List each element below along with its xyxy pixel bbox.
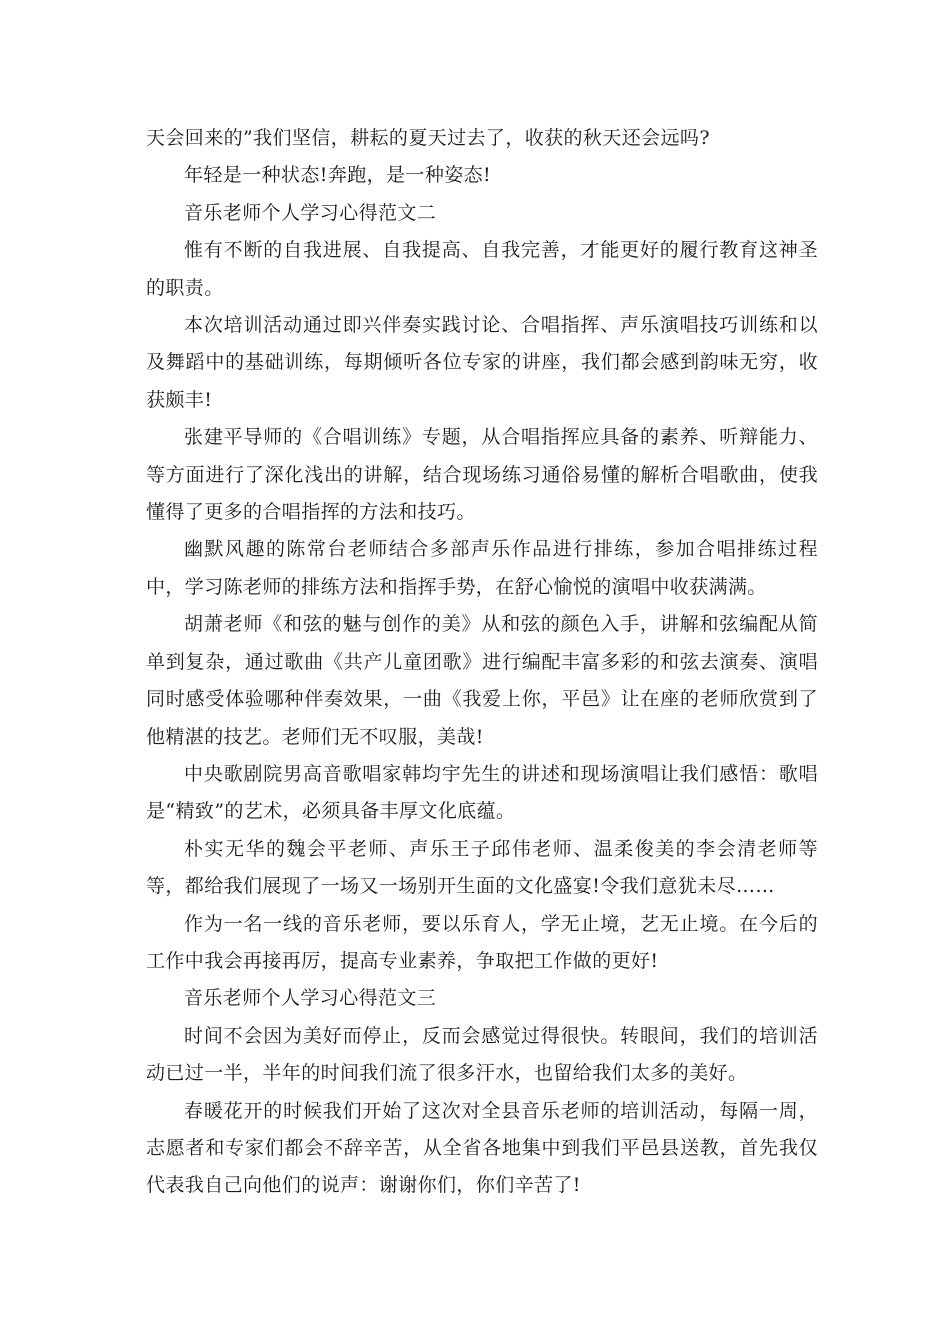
section-heading: 音乐老师个人学习心得范文二 [184, 201, 437, 224]
paragraph: 中央歌剧院男高音歌唱家韩均宇先生的讲述和现场演唱让我们感悟：歌唱是“精致”的艺术，必须具备丰厚文化底蕴。 [146, 762, 818, 823]
paragraph: 春暖花开的时候我们开始了这次对全县音乐老师的培训活动，每隔一周，志愿者和专家们都会不辞辛苦，从全省各地集中到我们平邑县送教，首先我仅代表我自己向他们的说声：谢谢你们，你们辛苦了! [146, 1099, 818, 1197]
section-heading: 音乐老师个人学习心得范文三 [184, 987, 437, 1010]
paragraph: 幽默风趣的陈常台老师结合多部声乐作品进行排练，参加合唱排练过程中，学习陈老师的排练方法和指挥手势，在舒心愉悦的演唱中收获满满。 [146, 538, 818, 598]
paragraph: 作为一名一线的音乐老师，要以乐育人，学无止境，艺无止境。在今后的工作中我会再接再厉，提高专业素养，争取把工作做的更好! [146, 912, 818, 972]
paragraph: 年轻是一种状态!奔跑，是一种姿态! [184, 164, 492, 187]
paragraph: 惟有不断的自我进展、自我提高、自我完善，才能更好的履行教育这神圣的职责。 [146, 239, 818, 299]
paragraph: 天会回来的”我们坚信，耕耘的夏天过去了，收获的秋天还会远吗? [146, 127, 710, 149]
paragraph: 本次培训活动通过即兴伴奏实践讨论、合唱指挥、声乐演唱技巧训练和以及舞蹈中的基础训练，每期倾听各位专家的讲座，我们都会感到韵味无穷，收获颇丰! [146, 314, 818, 411]
paragraph: 朴实无华的魏会平老师、声乐王子邱伟老师、温柔俊美的李会清老师等等，都给我们展现了一场又一场别开生面的文化盛宴!令我们意犹未尽…… [146, 837, 818, 898]
document-body [146, 120, 818, 1205]
paragraph: 张建平导师的《合唱训练》专题，从合唱指挥应具备的素养、听辩能力、等方面进行了深化浅出的讲解，结合现场练习通俗易懂的解析合唱歌曲，使我懂得了更多的合唱指挥的方法和技巧。 [146, 426, 818, 524]
paragraph: 胡萧老师《和弦的魅与创作的美》从和弦的颜色入手，讲解和弦编配从简单到复杂，通过歌曲《共产儿童团歌》进行编配丰富多彩的和弦去演奏、演唱同时感受体验哪种伴奏效果，一曲《我爱上你，平邑》让在座的老师欣赏到了他精湛的技艺。老师们无不叹服，美哉! [146, 613, 818, 748]
paragraph: 时间不会因为美好而停止，反而会感觉过得很快。转眼间，我们的培训活动已过一半，半年的时间我们流了很多汗水，也留给我们太多的美好。 [146, 1024, 818, 1085]
